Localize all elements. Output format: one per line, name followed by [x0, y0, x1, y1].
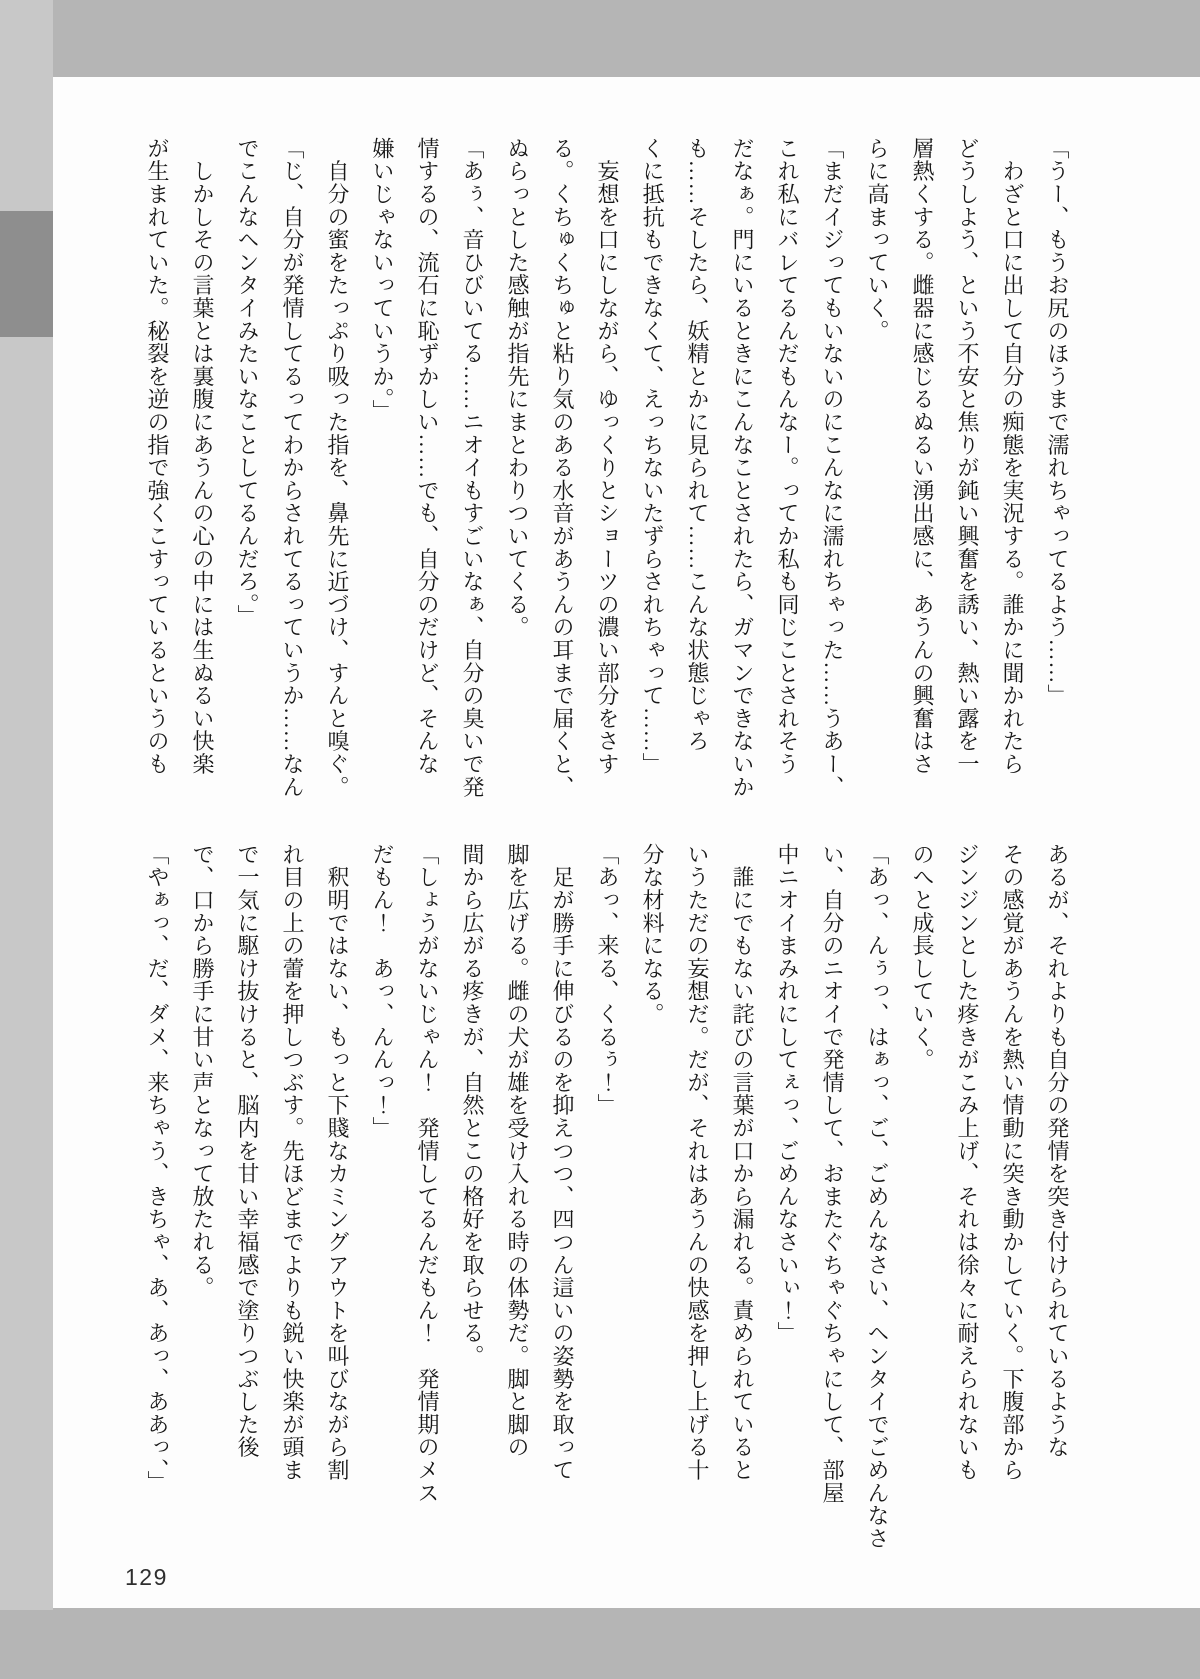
text-line: どうしよう、という不安と焦りが鈍い興奮を誘い、熱い露を一: [955, 137, 980, 776]
text-line: 釈明ではない、もっと下賤なカミングアウトを叫びながら割: [325, 843, 350, 1482]
text-block-lower: [135, 843, 1080, 1563]
text-line: 情するの、流石に恥ずかしい……でも、自分のだけど、そんな: [415, 137, 440, 776]
text-line: で、口から勝手に甘い声となって放たれる。: [190, 843, 215, 1299]
text-line: わざと口に出して自分の痴態を実況する。誰かに聞かれたら: [1000, 137, 1025, 776]
text-line: くに抵抗もできなくて、えっちないたずらされちゃって……」: [640, 137, 665, 776]
text-line: しかしその言葉とは裏腹にあうんの心の中には生ぬるい快楽: [190, 137, 215, 776]
text-line: れ目の上の蕾を押しつぶす。先ほどまでよりも鋭い快楽が頭ま: [280, 843, 305, 1482]
text-line: 嫌いじゃないっていうか。」: [370, 137, 395, 423]
text-line: だなぁ。門にいるときにこんなことされたら、ガマンできないか: [730, 137, 755, 799]
text-line: 「じ、自分が発情してるってわからされてるっていうか……なん: [280, 137, 305, 799]
text-line: ぬらっとした感触が指先にまとわりついてくる。: [505, 137, 530, 639]
text-line: 中ニオイまみれにしてぇっ、ごめんなさいぃ！」: [775, 843, 800, 1345]
text-line: らに高まっていく。: [865, 137, 890, 343]
text-line: これ私にバレてるんだもんなー。ってか私も同じことされそう: [775, 137, 800, 776]
text-line: が生まれていた。秘裂を逆の指で強くこすっているというのも: [145, 137, 170, 776]
text-block-upper: [135, 137, 1080, 812]
text-line: ジンジンとした疼きがこみ上げ、それは徐々に耐えられないも: [955, 843, 980, 1482]
text-line: あるが、それよりも自分の発情を突き付けられているような: [1045, 843, 1070, 1459]
text-line: 「あっ、来る、くるぅ！」: [595, 843, 620, 1117]
text-line: る。くちゅくちゅと粘り気のある水音があうんの耳まで届くと、: [550, 137, 575, 799]
text-line: い、自分のニオイで発情して、おまたぐちゃぐちゃにして、部屋: [820, 843, 845, 1505]
text-line: 足が勝手に伸びるのを抑えつつ、四つん這いの姿勢を取って: [550, 843, 575, 1482]
text-line: も……そしたら、妖精とかに見られて……こんな状態じゃろ: [685, 137, 710, 753]
text-line: 「やぁっ、だ、ダメ、来ちゃう、きちゃ、あ、あっ、ああっ、」: [145, 843, 170, 1494]
text-line: だもん！ あっ、んんっ！」: [370, 843, 395, 1140]
text-line: でこんなヘンタイみたいなことしてるんだろ。」: [235, 137, 260, 628]
text-line: 妄想を口にしながら、ゆっくりとショーツの濃い部分をさす: [595, 137, 620, 776]
text-line: 分な材料になる。: [640, 843, 665, 1026]
text-line: で一気に駆け抜けると、脳内を甘い幸福感で塗りつぶした後: [235, 843, 260, 1459]
text-line: いうただの妄想だ。だが、それはあうんの快感を押し上げる十: [685, 843, 710, 1482]
text-line: 「あぅ、音ひびいてる……ニオイもすごいなぁ、自分の臭いで発: [460, 137, 485, 799]
text-line: 自分の蜜をたっぷり吸った指を、鼻先に近づけ、すんと嗅ぐ。: [325, 137, 350, 799]
text-line: 「あっ、んぅっ、はぁっ、ご、ごめんなさい、ヘンタイでごめんなさ: [865, 843, 890, 1550]
text-line: 「うー、もうお尻のほうまで濡れちゃってるよう……」: [1045, 137, 1070, 707]
text-line: 脚を広げる。雌の犬が雄を受け入れる時の体勢だ。脚と脚の: [505, 843, 530, 1459]
chapter-tab-marker: [0, 211, 55, 337]
text-line: 「まだイジってもいないのにこんなに濡れちゃった……うあー、: [820, 137, 845, 799]
text-line: 誰にでもない詫びの言葉が口から漏れる。責められていると: [730, 843, 755, 1482]
book-page: [53, 77, 1200, 1608]
text-line: 「しょうがないじゃん！ 発情してるんだもん！ 発情期のメス: [415, 843, 440, 1505]
text-line: その感覚があうんを熱い情動に突き動かしていく。下腹部から: [1000, 843, 1025, 1482]
text-line: 層熱くする。雌器に感じるぬるい湧出感に、あうんの興奮はさ: [910, 137, 935, 776]
text-line: のへと成長していく。: [910, 843, 935, 1071]
text-line: 間から広がる疼きが、自然とこの格好を取らせる。: [460, 843, 485, 1368]
page-number: 129: [125, 1564, 168, 1590]
